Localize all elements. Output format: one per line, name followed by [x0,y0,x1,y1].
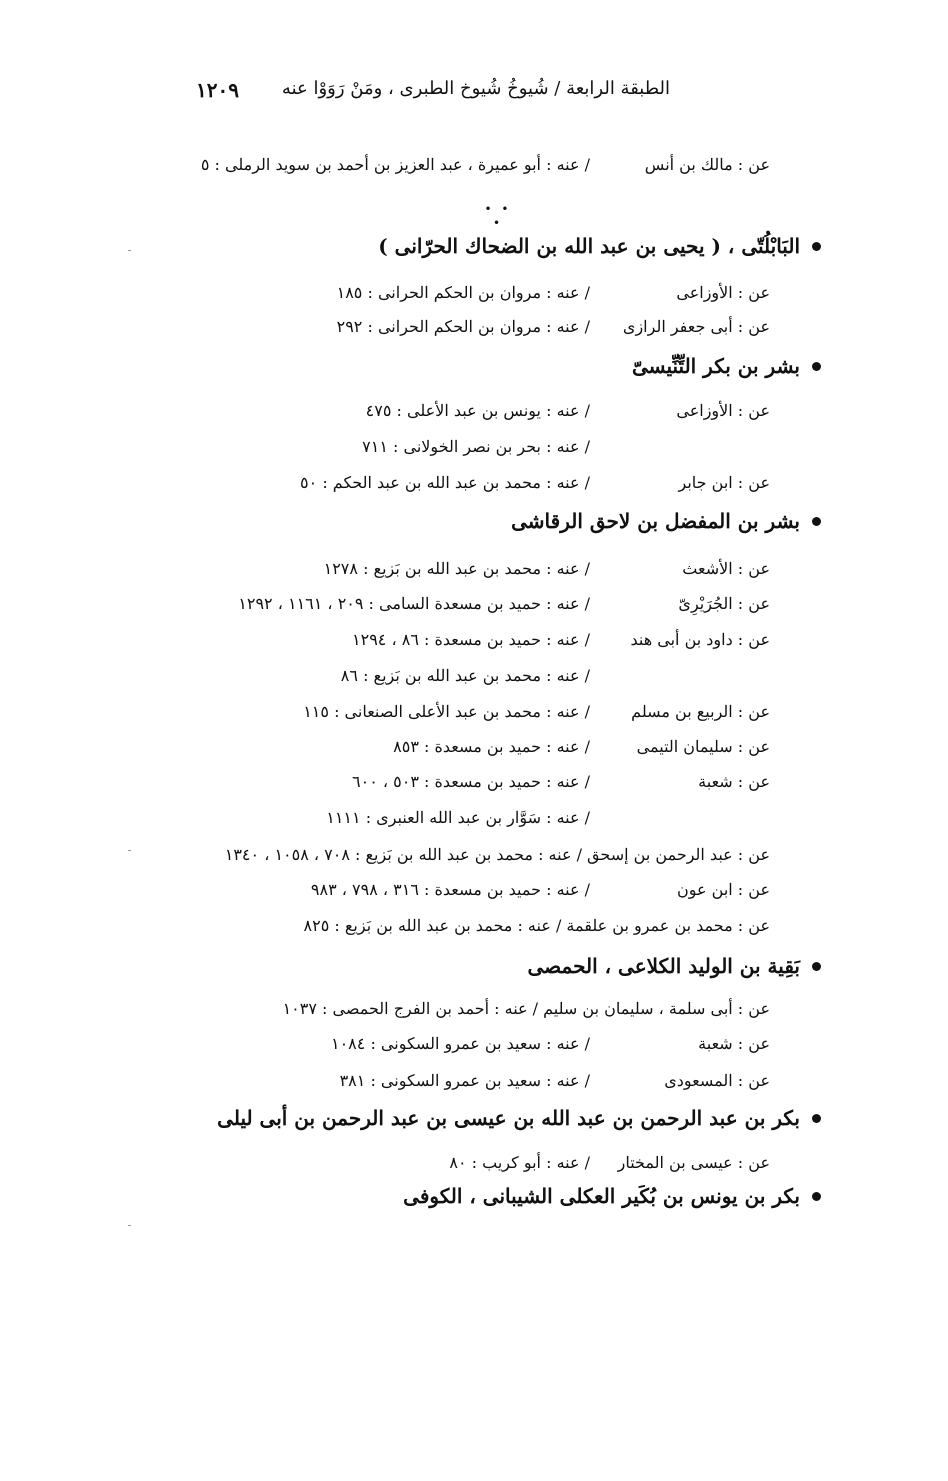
bullet-marker [812,1192,821,1201]
person-heading: بكر بن عبد الرحمن بن عبد الله بن عيسى بن عبد الرحمن بن أبى ليلى [217,1106,800,1130]
entry-from: عن : شعبة [698,772,770,791]
margin-mark [128,850,131,851]
section-separator: • • • [484,202,512,230]
entry-from: عن : ابن جابر [678,473,770,492]
entry-from: عن : المسعودى [664,1071,770,1090]
entry-row [170,994,770,1024]
entry-to: / عنه : سعيد بن عمرو السكونى : ٣٨١ [339,1071,590,1090]
entry-row [170,554,770,584]
entry-to: / عنه : سعيد بن عمرو السكونى : ١٠٨٤ [330,1034,590,1053]
entry-row [170,911,770,941]
page-number: ١٢٠٩ [196,78,239,102]
entry-to: / عنه : يونس بن عبد الأعلى : ٤٧٥ [365,401,590,420]
person-heading: البَابْلُتّى ، ( يحيى بن عبد الله بن الضحاك الحرّانى ) [378,234,800,258]
entry-to: / عنه : حميد بن مسعدة : ٥٠٣ ، ٦٠٠ [352,772,590,791]
entry-row [170,732,770,762]
entry-from: عن : مالك بن أنس [644,155,770,174]
entry-to: / عنه : أبو عميرة ، عبد العزيز بن أحمد بن سويد الرملى : ٥ [200,155,590,174]
entry-from: عن : داود بن أبى هند [630,630,770,649]
entry-full: عن : محمد بن عمرو بن علقمة / عنه : محمد بن عبد الله بن بَزيع : ٨٢٥ [303,916,770,935]
person-heading: بَقِية بن الوليد الكلاعى ، الحمصى [527,954,800,978]
entry-row [170,697,770,727]
entry-to: / عنه : مروان بن الحكم الحرانى : ٢٩٢ [336,317,590,336]
running-header-title: الطبقة الرابعة / شُيوخُ شُيوخ الطبرى ، ومَنْ رَوَوْا عنه [281,78,670,99]
entry-row [170,468,770,498]
entry-row [170,875,770,905]
bullet-marker [812,962,821,971]
margin-mark [128,1225,131,1226]
entry-row [170,432,770,462]
entry-from: عن : سليمان التيمى [636,737,770,756]
entry-row [170,1029,770,1059]
entry-to: / عنه : حميد بن مسعدة السامى : ٢٠٩ ، ١١٦١ ، ١٢٩٢ [238,594,590,613]
entry-to: / عنه : مروان بن الحكم الحرانى : ١٨٥ [336,283,590,302]
entry-to: / عنه : سَوَّار بن عبد الله العنبرى : ١١١١ [326,808,590,827]
entry-from: عن : شعبة [698,1034,770,1053]
entry-to: / عنه : حميد بن مسعدة : ٨٥٣ [393,737,590,756]
entry-row [170,1066,770,1096]
entry-row [170,396,770,426]
bullet-marker [812,362,821,371]
entry-row [170,803,770,833]
entry-full: عن : عبد الرحمن بن إسحق / عنه : محمد بن عبد الله بن بَزيع : ٧٠٨ ، ١٠٥٨ ، ١٣٤٠ [224,845,770,864]
entry-to: / عنه : أبو كريب : ٨٠ [449,1153,590,1172]
entry-row [170,625,770,655]
margin-mark [128,250,131,251]
entry-from: عن : أبى جعفر الرازى [622,317,770,336]
bullet-marker [812,517,821,526]
person-heading: بشر بن بكر التِّنِّيسىّ [631,354,800,378]
entry-row [170,589,770,619]
entry-to: / عنه : حميد بن مسعدة : ٨٦ ، ١٢٩٤ [352,630,590,649]
entry-to: / عنه : محمد بن عبد الأعلى الصنعانى : ١١٥ [303,702,590,721]
entry-from: عن : الربيع بن مسلم [631,702,770,721]
bullet-marker [812,242,821,251]
person-heading: بشر بن المفضل بن لاحق الرقاشى [511,509,800,533]
person-heading: بكر بن يونس بن بُكَير العكلى الشيبانى ، الكوفى [403,1184,800,1208]
entry-row [170,840,770,870]
entry-full: عن : أبى سلمة ، سليمان بن سليم / عنه : أحمد بن الفرج الحمصى : ١٠٣٧ [282,999,770,1018]
entry-from: عن : الأوزاعى [676,283,770,302]
bullet-marker [812,1114,821,1123]
entry-from: عن : الأشعث [682,559,770,578]
entry-row [170,1148,770,1178]
entry-to: / عنه : محمد بن عبد الله بن بَزيع : ١٢٧٨ [323,559,590,578]
entry-row [170,767,770,797]
entry-row [170,278,770,308]
entry-from: عن : ابن عون [676,880,770,899]
entry-to: / عنه : محمد بن عبد الله بن عبد الحكم : ٥٠ [300,473,590,492]
entry-from: عن : الأوزاعى [676,401,770,420]
entry-row [170,661,770,691]
entry-to: / عنه : محمد بن عبد الله بن بَزيع : ٨٦ [340,666,590,685]
entry-to: / عنه : حميد بن مسعدة : ٣١٦ ، ٧٩٨ ، ٩٨٣ [310,880,590,899]
entry-row [170,312,770,342]
entry-to: / عنه : بحر بن نصر الخولانى : ٧١١ [362,437,590,456]
entry-from: عن : الجُرَيْرِىّ [678,594,770,613]
entry-row [170,150,770,180]
entry-from: عن : عيسى بن المختار [617,1153,770,1172]
